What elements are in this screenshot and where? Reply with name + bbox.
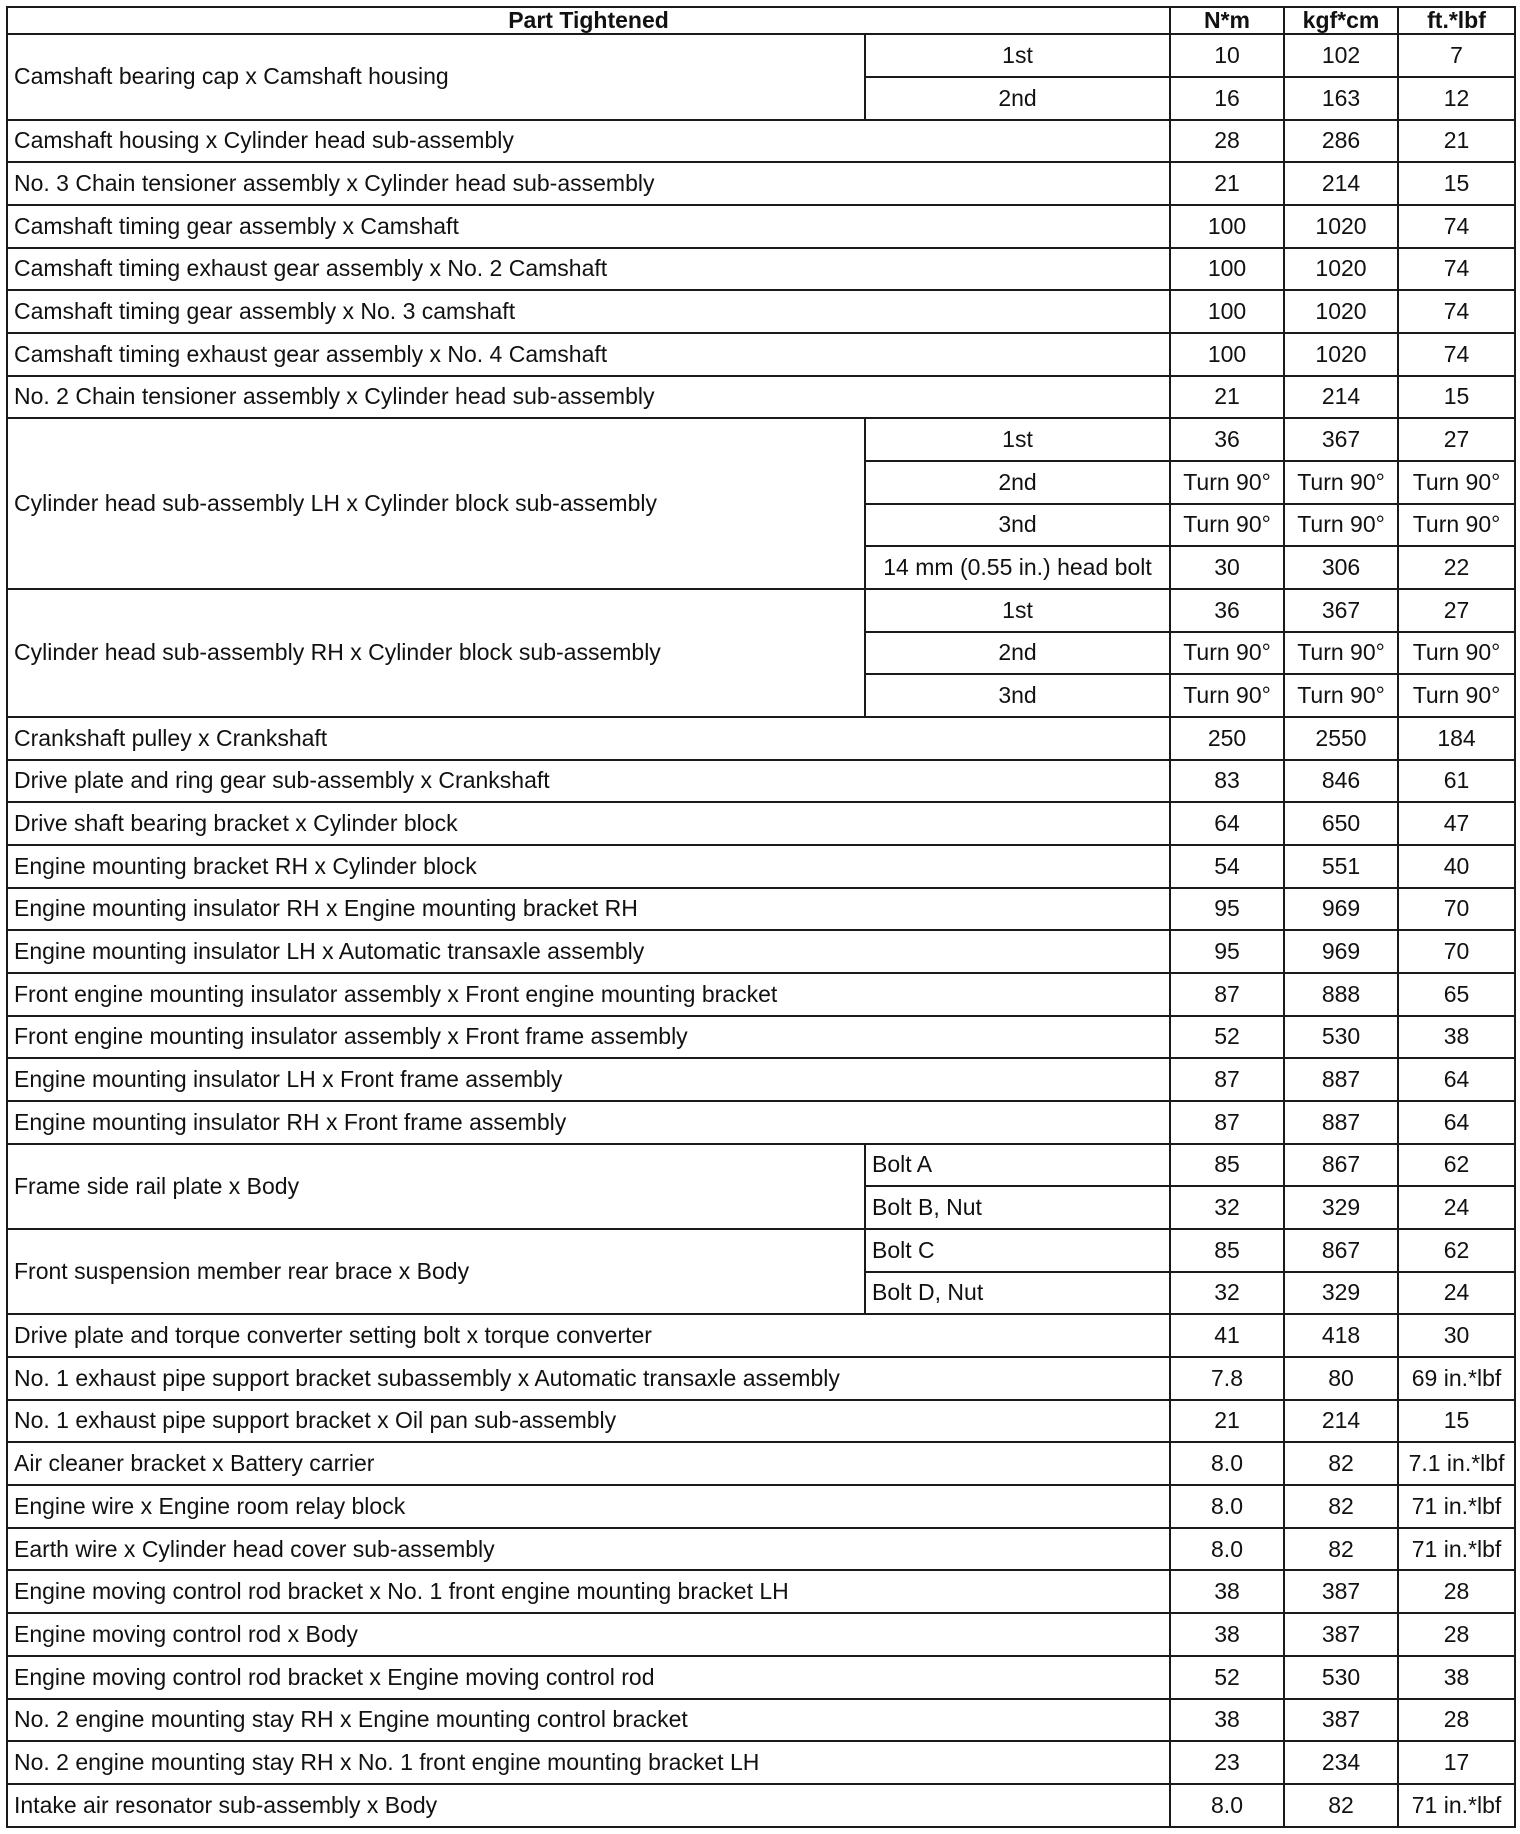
ft-lbf-cell: 184 <box>1398 717 1515 760</box>
kgf-cell: 551 <box>1284 845 1398 888</box>
ft-lbf-cell: 12 <box>1398 77 1515 120</box>
part-cell: Engine wire x Engine room relay block <box>7 1485 1170 1528</box>
nm-cell: Turn 90° <box>1170 461 1284 504</box>
kgf-cell: Turn 90° <box>1284 504 1398 547</box>
kgf-cell: 969 <box>1284 930 1398 973</box>
table-row <box>7 717 1515 760</box>
ft-lbf-cell: 47 <box>1398 802 1515 845</box>
ft-lbf-cell: 28 <box>1398 1699 1515 1742</box>
table-row <box>7 162 1515 205</box>
table-row <box>7 1229 1515 1272</box>
step-cell: 1st <box>865 418 1170 461</box>
nm-cell: Turn 90° <box>1170 674 1284 717</box>
nm-cell: 54 <box>1170 845 1284 888</box>
part-cell: Drive plate and ring gear sub-assembly x Crankshaft <box>7 760 1170 803</box>
ft-lbf-cell: 15 <box>1398 162 1515 205</box>
table-row <box>7 248 1515 291</box>
step-cell: Bolt A <box>865 1144 1170 1187</box>
step-cell: 3nd <box>865 674 1170 717</box>
table-row <box>7 845 1515 888</box>
nm-cell: 32 <box>1170 1186 1284 1229</box>
nm-cell: 21 <box>1170 1400 1284 1443</box>
part-cell: Engine moving control rod bracket x Engine moving control rod <box>7 1656 1170 1699</box>
kgf-cell: 530 <box>1284 1656 1398 1699</box>
header-kgf-cm: kgf*cm <box>1284 7 1398 34</box>
ft-lbf-cell: 74 <box>1398 333 1515 376</box>
ft-lbf-cell: 65 <box>1398 973 1515 1016</box>
ft-lbf-cell: 38 <box>1398 1656 1515 1699</box>
table-row <box>7 1442 1515 1485</box>
nm-cell: 100 <box>1170 290 1284 333</box>
nm-cell: 85 <box>1170 1229 1284 1272</box>
kgf-cell: 367 <box>1284 589 1398 632</box>
ft-lbf-cell: 61 <box>1398 760 1515 803</box>
kgf-cell: 2550 <box>1284 717 1398 760</box>
table-row <box>7 1400 1515 1443</box>
step-cell: Bolt C <box>865 1229 1170 1272</box>
ft-lbf-cell: 15 <box>1398 1400 1515 1443</box>
part-cell: Camshaft timing gear assembly x Camshaft <box>7 205 1170 248</box>
ft-lbf-cell: 74 <box>1398 290 1515 333</box>
kgf-cell: 888 <box>1284 973 1398 1016</box>
nm-cell: 41 <box>1170 1314 1284 1357</box>
kgf-cell: 1020 <box>1284 205 1398 248</box>
kgf-cell: 887 <box>1284 1058 1398 1101</box>
nm-cell: 8.0 <box>1170 1485 1284 1528</box>
part-cell: Drive plate and torque converter setting bolt x torque converter <box>7 1314 1170 1357</box>
part-cell: No. 2 Chain tensioner assembly x Cylinder head sub-assembly <box>7 376 1170 419</box>
ft-lbf-cell: 28 <box>1398 1613 1515 1656</box>
table-row <box>7 1058 1515 1101</box>
ft-lbf-cell: 27 <box>1398 589 1515 632</box>
kgf-cell: 1020 <box>1284 333 1398 376</box>
kgf-cell: 214 <box>1284 376 1398 419</box>
ft-lbf-cell: 74 <box>1398 205 1515 248</box>
ft-lbf-cell: 22 <box>1398 546 1515 589</box>
kgf-cell: 867 <box>1284 1229 1398 1272</box>
table-row <box>7 1656 1515 1699</box>
nm-cell: 38 <box>1170 1613 1284 1656</box>
nm-cell: 36 <box>1170 418 1284 461</box>
part-cell: No. 1 exhaust pipe support bracket subassembly x Automatic transaxle assembly <box>7 1357 1170 1400</box>
ft-lbf-cell: Turn 90° <box>1398 674 1515 717</box>
kgf-cell: Turn 90° <box>1284 632 1398 675</box>
table-row <box>7 973 1515 1016</box>
ft-lbf-cell: 70 <box>1398 888 1515 931</box>
kgf-cell: 530 <box>1284 1016 1398 1059</box>
table-row <box>7 802 1515 845</box>
table-row <box>7 376 1515 419</box>
part-cell: Camshaft timing exhaust gear assembly x No. 4 Camshaft <box>7 333 1170 376</box>
ft-lbf-cell: 15 <box>1398 376 1515 419</box>
table-row <box>7 1016 1515 1059</box>
step-cell: Bolt B, Nut <box>865 1186 1170 1229</box>
nm-cell: 21 <box>1170 376 1284 419</box>
part-cell: Engine mounting insulator RH x Front frame assembly <box>7 1101 1170 1144</box>
nm-cell: 100 <box>1170 333 1284 376</box>
part-cell: Engine moving control rod x Body <box>7 1613 1170 1656</box>
ft-lbf-cell: 64 <box>1398 1058 1515 1101</box>
nm-cell: 87 <box>1170 1058 1284 1101</box>
part-cell: Frame side rail plate x Body <box>7 1144 865 1229</box>
kgf-cell: 214 <box>1284 162 1398 205</box>
nm-cell: 87 <box>1170 973 1284 1016</box>
kgf-cell: 82 <box>1284 1485 1398 1528</box>
kgf-cell: Turn 90° <box>1284 674 1398 717</box>
nm-cell: 83 <box>1170 760 1284 803</box>
part-cell: Front engine mounting insulator assembly x Front engine mounting bracket <box>7 973 1170 1016</box>
ft-lbf-cell: 69 in.*lbf <box>1398 1357 1515 1400</box>
nm-cell: Turn 90° <box>1170 504 1284 547</box>
ft-lbf-cell: 64 <box>1398 1101 1515 1144</box>
part-cell: Cylinder head sub-assembly LH x Cylinder block sub-assembly <box>7 418 865 589</box>
table-row <box>7 418 1515 461</box>
part-cell: Camshaft bearing cap x Camshaft housing <box>7 34 865 119</box>
header-row <box>7 7 1515 34</box>
kgf-cell: 969 <box>1284 888 1398 931</box>
table-row <box>7 205 1515 248</box>
nm-cell: 8.0 <box>1170 1784 1284 1827</box>
nm-cell: 30 <box>1170 546 1284 589</box>
table-row <box>7 34 1515 77</box>
ft-lbf-cell: 24 <box>1398 1272 1515 1315</box>
nm-cell: 16 <box>1170 77 1284 120</box>
kgf-cell: 887 <box>1284 1101 1398 1144</box>
nm-cell: 95 <box>1170 888 1284 931</box>
ft-lbf-cell: 27 <box>1398 418 1515 461</box>
kgf-cell: Turn 90° <box>1284 461 1398 504</box>
torque-spec-table <box>6 6 1516 1828</box>
nm-cell: Turn 90° <box>1170 632 1284 675</box>
ft-lbf-cell: 71 in.*lbf <box>1398 1528 1515 1571</box>
part-cell: Front suspension member rear brace x Body <box>7 1229 865 1314</box>
part-cell: No. 1 exhaust pipe support bracket x Oil pan sub-assembly <box>7 1400 1170 1443</box>
table-row <box>7 1741 1515 1784</box>
step-cell: 3nd <box>865 504 1170 547</box>
nm-cell: 21 <box>1170 162 1284 205</box>
step-cell: 1st <box>865 589 1170 632</box>
nm-cell: 95 <box>1170 930 1284 973</box>
ft-lbf-cell: 7 <box>1398 34 1515 77</box>
part-cell: Earth wire x Cylinder head cover sub-assembly <box>7 1528 1170 1571</box>
ft-lbf-cell: 24 <box>1398 1186 1515 1229</box>
part-cell: No. 2 engine mounting stay RH x No. 1 front engine mounting bracket LH <box>7 1741 1170 1784</box>
kgf-cell: 387 <box>1284 1613 1398 1656</box>
part-cell: Engine mounting bracket RH x Cylinder block <box>7 845 1170 888</box>
table-row <box>7 1570 1515 1613</box>
part-cell: Drive shaft bearing bracket x Cylinder block <box>7 802 1170 845</box>
ft-lbf-cell: 74 <box>1398 248 1515 291</box>
kgf-cell: 214 <box>1284 1400 1398 1443</box>
table-row <box>7 589 1515 632</box>
kgf-cell: 82 <box>1284 1442 1398 1485</box>
part-cell: Engine moving control rod bracket x No. 1 front engine mounting bracket LH <box>7 1570 1170 1613</box>
ft-lbf-cell: Turn 90° <box>1398 504 1515 547</box>
table-row <box>7 1357 1515 1400</box>
part-cell: Camshaft housing x Cylinder head sub-assembly <box>7 120 1170 163</box>
part-cell: No. 3 Chain tensioner assembly x Cylinder head sub-assembly <box>7 162 1170 205</box>
nm-cell: 10 <box>1170 34 1284 77</box>
kgf-cell: 867 <box>1284 1144 1398 1187</box>
ft-lbf-cell: 38 <box>1398 1016 1515 1059</box>
table-row <box>7 120 1515 163</box>
step-cell: 2nd <box>865 77 1170 120</box>
ft-lbf-cell: 30 <box>1398 1314 1515 1357</box>
part-cell: Engine mounting insulator RH x Engine mounting bracket RH <box>7 888 1170 931</box>
part-cell: Engine mounting insulator LH x Front frame assembly <box>7 1058 1170 1101</box>
nm-cell: 38 <box>1170 1570 1284 1613</box>
kgf-cell: 1020 <box>1284 290 1398 333</box>
kgf-cell: 387 <box>1284 1699 1398 1742</box>
kgf-cell: 846 <box>1284 760 1398 803</box>
step-cell: 2nd <box>865 632 1170 675</box>
nm-cell: 7.8 <box>1170 1357 1284 1400</box>
step-cell: 1st <box>865 34 1170 77</box>
kgf-cell: 367 <box>1284 418 1398 461</box>
kgf-cell: 329 <box>1284 1272 1398 1315</box>
torque-table-body <box>7 34 1515 1827</box>
part-cell: Camshaft timing gear assembly x No. 3 camshaft <box>7 290 1170 333</box>
table-row <box>7 1144 1515 1187</box>
part-cell: Crankshaft pulley x Crankshaft <box>7 717 1170 760</box>
kgf-cell: 306 <box>1284 546 1398 589</box>
part-cell: Front engine mounting insulator assembly x Front frame assembly <box>7 1016 1170 1059</box>
step-cell: 2nd <box>865 461 1170 504</box>
ft-lbf-cell: 28 <box>1398 1570 1515 1613</box>
part-cell: No. 2 engine mounting stay RH x Engine mounting control bracket <box>7 1699 1170 1742</box>
kgf-cell: 329 <box>1284 1186 1398 1229</box>
kgf-cell: 418 <box>1284 1314 1398 1357</box>
table-row <box>7 333 1515 376</box>
kgf-cell: 102 <box>1284 34 1398 77</box>
table-row <box>7 1613 1515 1656</box>
kgf-cell: 80 <box>1284 1357 1398 1400</box>
table-row <box>7 1699 1515 1742</box>
header-part-tightened: Part Tightened <box>7 7 1170 34</box>
nm-cell: 38 <box>1170 1699 1284 1742</box>
ft-lbf-cell: 70 <box>1398 930 1515 973</box>
nm-cell: 250 <box>1170 717 1284 760</box>
nm-cell: 52 <box>1170 1016 1284 1059</box>
ft-lbf-cell: 62 <box>1398 1229 1515 1272</box>
part-cell: Cylinder head sub-assembly RH x Cylinder block sub-assembly <box>7 589 865 717</box>
nm-cell: 28 <box>1170 120 1284 163</box>
kgf-cell: 82 <box>1284 1784 1398 1827</box>
ft-lbf-cell: 71 in.*lbf <box>1398 1485 1515 1528</box>
table-row <box>7 1314 1515 1357</box>
step-cell: Bolt D, Nut <box>865 1272 1170 1315</box>
nm-cell: 87 <box>1170 1101 1284 1144</box>
table-row <box>7 888 1515 931</box>
part-cell: Air cleaner bracket x Battery carrier <box>7 1442 1170 1485</box>
ft-lbf-cell: 21 <box>1398 120 1515 163</box>
nm-cell: 52 <box>1170 1656 1284 1699</box>
part-cell: Camshaft timing exhaust gear assembly x No. 2 Camshaft <box>7 248 1170 291</box>
table-row <box>7 930 1515 973</box>
ft-lbf-cell: 7.1 in.*lbf <box>1398 1442 1515 1485</box>
nm-cell: 8.0 <box>1170 1528 1284 1571</box>
header-nm: N*m <box>1170 7 1284 34</box>
table-row <box>7 760 1515 803</box>
kgf-cell: 286 <box>1284 120 1398 163</box>
ft-lbf-cell: 71 in.*lbf <box>1398 1784 1515 1827</box>
table-row <box>7 1528 1515 1571</box>
nm-cell: 100 <box>1170 248 1284 291</box>
nm-cell: 64 <box>1170 802 1284 845</box>
nm-cell: 85 <box>1170 1144 1284 1187</box>
table-row <box>7 1101 1515 1144</box>
table-row <box>7 1485 1515 1528</box>
kgf-cell: 650 <box>1284 802 1398 845</box>
kgf-cell: 82 <box>1284 1528 1398 1571</box>
kgf-cell: 234 <box>1284 1741 1398 1784</box>
ft-lbf-cell: 62 <box>1398 1144 1515 1187</box>
kgf-cell: 387 <box>1284 1570 1398 1613</box>
ft-lbf-cell: 17 <box>1398 1741 1515 1784</box>
ft-lbf-cell: Turn 90° <box>1398 461 1515 504</box>
ft-lbf-cell: Turn 90° <box>1398 632 1515 675</box>
nm-cell: 32 <box>1170 1272 1284 1315</box>
table-row <box>7 1784 1515 1827</box>
kgf-cell: 163 <box>1284 77 1398 120</box>
header-ft-lbf: ft.*lbf <box>1398 7 1515 34</box>
nm-cell: 36 <box>1170 589 1284 632</box>
step-cell: 14 mm (0.55 in.) head bolt <box>865 546 1170 589</box>
part-cell: Engine mounting insulator LH x Automatic transaxle assembly <box>7 930 1170 973</box>
kgf-cell: 1020 <box>1284 248 1398 291</box>
nm-cell: 8.0 <box>1170 1442 1284 1485</box>
ft-lbf-cell: 40 <box>1398 845 1515 888</box>
table-row <box>7 290 1515 333</box>
part-cell: Intake air resonator sub-assembly x Body <box>7 1784 1170 1827</box>
nm-cell: 100 <box>1170 205 1284 248</box>
nm-cell: 23 <box>1170 1741 1284 1784</box>
